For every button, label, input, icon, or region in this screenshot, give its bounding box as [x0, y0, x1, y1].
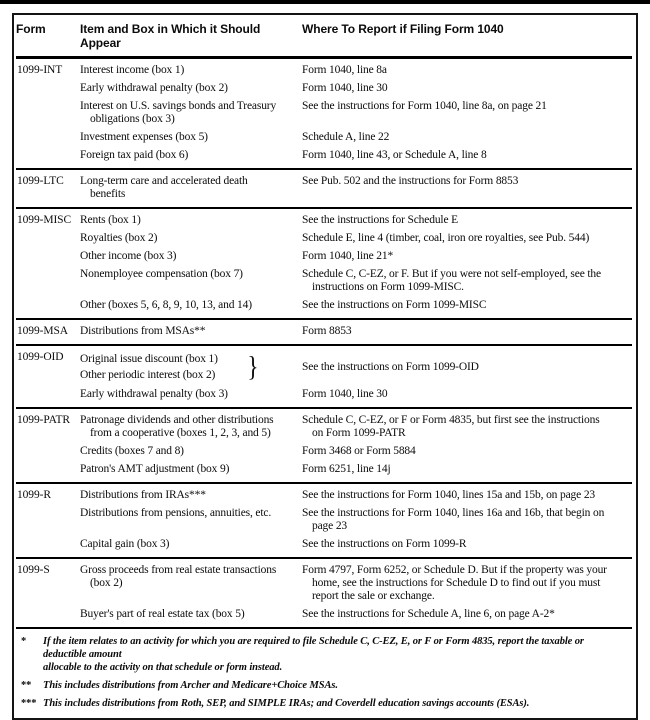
report-line: Schedule A, line 22 [302, 131, 390, 143]
item-line: Patronage dividends and other distributions [80, 414, 274, 426]
table-row [80, 214, 632, 227]
item-line: Interest on U.S. savings bonds and Treasury [80, 100, 277, 112]
item-line: Patron's AMT adjustment (box 9) [80, 463, 230, 475]
item-line: Other periodic interest (box 2) [80, 369, 216, 381]
table-row [80, 414, 632, 440]
report-line: Form 1040, line 21* [302, 250, 394, 262]
section-rows [80, 351, 632, 401]
item-cell [80, 351, 302, 383]
table-body [16, 59, 632, 627]
report-line: See the instructions for Form 1040, lines 15a and 15b, on page 23 [302, 489, 596, 501]
brace-icon: } [247, 351, 259, 383]
form-label: 1099-LTC [17, 175, 64, 187]
item-cell [80, 463, 302, 476]
item-cell [80, 82, 302, 95]
report-cell [302, 175, 632, 201]
form-label: 1099-INT [17, 64, 63, 76]
report-line: Form 4797, Form 6252, or Schedule D. But if the property was your [302, 564, 607, 576]
report-line: Form 8853 [302, 325, 352, 337]
table-row [80, 463, 632, 476]
item-cell [80, 489, 302, 502]
footnote-marker: ** [21, 680, 32, 691]
item-cell [80, 507, 302, 533]
table-row [80, 388, 632, 401]
report-cell [302, 538, 632, 551]
table-section [16, 168, 632, 207]
item-cell [80, 131, 302, 144]
table-section [16, 557, 632, 627]
report-cell [302, 325, 632, 338]
report-cell [302, 507, 632, 533]
report-line: See the instructions on Form 1099-MISC [302, 299, 487, 311]
report-cell [302, 414, 632, 440]
table-row [80, 489, 632, 502]
table-row [80, 232, 632, 245]
item-line: Other income (box 3) [80, 250, 177, 262]
footnote-line: allocable to the activity on that schedule or form instead. [43, 662, 283, 673]
footnotes [16, 627, 632, 718]
table-section [16, 344, 632, 407]
item-cell [80, 175, 302, 201]
table-row [80, 445, 632, 458]
report-cell [302, 463, 632, 476]
table-section [16, 482, 632, 557]
footnote-row [19, 697, 626, 710]
table-section [16, 318, 632, 344]
report-line: Form 1040, line 43, or Schedule A, line 8 [302, 149, 487, 161]
item-cell [80, 250, 302, 263]
report-line: Schedule C, C-EZ, or F or Form 4835, but first see the instructions [302, 414, 600, 426]
item-cell [80, 299, 302, 312]
item-line: from a cooperative (boxes 1, 2, 3, and 5) [90, 427, 271, 439]
footnote-marker: *** [21, 698, 37, 709]
table-row [80, 299, 632, 312]
table-row [80, 250, 632, 263]
item-cell [80, 214, 302, 227]
report-line: report the sale or exchange. [312, 590, 435, 602]
item-line: Distributions from MSAs** [80, 325, 206, 337]
table-row [80, 100, 632, 126]
section-rows [80, 325, 632, 338]
form-label: 1099-OID [17, 351, 64, 363]
item-line: Foreign tax paid (box 6) [80, 149, 189, 161]
report-cell [302, 250, 632, 263]
footnote-row [19, 679, 626, 692]
report-line: Form 6251, line 14j [302, 463, 391, 475]
item-cell [80, 100, 302, 126]
table-row [80, 564, 632, 603]
form-label: 1099-PATR [17, 414, 70, 426]
footnote-line: This includes distributions from Archer and Medicare+Choice MSAs. [43, 680, 338, 691]
table-section [16, 407, 632, 482]
report-cell [302, 299, 632, 312]
footnote-line: This includes distributions from Roth, SEP, and SIMPLE IRAs; and Coverdell education savings accounts (ESAs). [43, 698, 530, 709]
form-label: 1099-R [17, 489, 51, 501]
report-cell [302, 214, 632, 227]
item-cell [80, 608, 302, 621]
report-line: Form 1040, line 30 [302, 388, 388, 400]
col-header-item: Item and Box in Which it Should Appear [80, 22, 261, 50]
footnote-text [43, 679, 626, 692]
footnote-row [19, 635, 626, 674]
item-cell [80, 414, 302, 440]
report-line: See the instructions on Form 1099-OID [302, 360, 479, 373]
report-cell [302, 388, 632, 401]
item-cell [80, 325, 302, 338]
item-line: Distributions from IRAs*** [80, 489, 206, 501]
item-line: Royalties (box 2) [80, 232, 158, 244]
table-header-row [16, 15, 632, 59]
report-line: Schedule C, C-EZ, or F. But if you were not self-employed, see the [302, 268, 601, 280]
table-row [80, 175, 632, 201]
form-label: 1099-S [17, 564, 50, 576]
report-cell [302, 131, 632, 144]
item-line: Long-term care and accelerated death [80, 175, 248, 187]
table-row [80, 351, 632, 383]
report-cell [302, 564, 632, 603]
report-line: See the instructions on Form 1099-R [302, 538, 467, 550]
table-row [80, 82, 632, 95]
report-line: See the instructions for Form 1040, lines 16a and 16b, that begin on [302, 507, 605, 519]
report-cell [302, 268, 632, 294]
item-cell [80, 445, 302, 458]
item-line: obligations (box 3) [90, 113, 175, 125]
section-rows [80, 414, 632, 476]
page-top-rule [0, 0, 650, 4]
item-cell [80, 538, 302, 551]
section-rows [80, 564, 632, 621]
report-cell [302, 232, 632, 245]
table-row [80, 64, 632, 77]
report-line: instructions on Form 1099-MISC. [312, 281, 464, 293]
item-cell [80, 64, 302, 77]
item-line: Credits (boxes 7 and 8) [80, 445, 184, 457]
section-rows [80, 175, 632, 201]
section-rows [80, 214, 632, 312]
report-cell [302, 82, 632, 95]
report-cell [302, 100, 632, 126]
report-line: See the instructions for Schedule E [302, 214, 459, 226]
item-cell [80, 268, 302, 294]
table-row [80, 325, 632, 338]
table-row [80, 268, 632, 294]
item-line: Investment expenses (box 5) [80, 131, 208, 143]
item-line: Other (boxes 5, 6, 8, 9, 10, 13, and 14) [80, 299, 252, 311]
report-line: Form 1040, line 8a [302, 64, 387, 76]
item-line: Gross proceeds from real estate transactions [80, 564, 277, 576]
report-line: home, see the instructions for Schedule D to find out if you must [312, 577, 601, 589]
item-line: Buyer's part of real estate tax (box 5) [80, 608, 245, 620]
report-line: See Pub. 502 and the instructions for Form 8853 [302, 175, 519, 187]
col-header-form: Form [16, 22, 46, 36]
item-line: Interest income (box 1) [80, 64, 185, 76]
footnote-line: If the item relates to an activity for which you are required to file Schedule C, C-EZ, E, or F or Form 4835, report the taxable or deductible amount [43, 636, 584, 660]
report-line: on Form 1099-PATR [312, 427, 406, 439]
report-line: See the instructions for Schedule A, line 6, on page A-2* [302, 608, 555, 620]
report-cell [302, 64, 632, 77]
report-line: Form 1040, line 30 [302, 82, 388, 94]
item-line: (box 2) [90, 577, 123, 589]
report-cell [302, 489, 632, 502]
col-header-report: Where To Report if Filing Form 1040 [302, 22, 504, 36]
item-cell [80, 232, 302, 245]
report-cell [302, 445, 632, 458]
form-label: 1099-MSA [17, 325, 68, 337]
form-1099-reporting-table [12, 13, 638, 720]
report-cell [302, 608, 632, 621]
item-line: Distributions from pensions, annuities, etc. [80, 507, 272, 519]
item-line: Early withdrawal penalty (box 2) [80, 82, 228, 94]
report-line: page 23 [312, 520, 348, 532]
item-line: benefits [90, 188, 126, 200]
table-row [80, 149, 632, 162]
table-row [80, 538, 632, 551]
item-cell [80, 564, 302, 603]
report-line: Form 3468 or Form 5884 [302, 445, 416, 457]
table-row [80, 507, 632, 533]
footnote-marker: * [21, 636, 27, 647]
section-rows [80, 489, 632, 551]
item-line: Original issue discount (box 1) [80, 353, 218, 365]
table-row [80, 131, 632, 144]
table-section [16, 59, 632, 168]
item-cell [80, 149, 302, 162]
item-line: Nonemployee compensation (box 7) [80, 268, 243, 280]
table-section [16, 207, 632, 318]
item-line: Early withdrawal penalty (box 3) [80, 388, 228, 400]
footnote-text [43, 635, 626, 674]
section-rows [80, 64, 632, 162]
table-row [80, 608, 632, 621]
footnote-text [43, 697, 626, 710]
item-cell [80, 388, 302, 401]
form-label: 1099-MISC [17, 214, 72, 226]
report-cell [302, 149, 632, 162]
item-line: Capital gain (box 3) [80, 538, 170, 550]
report-cell [302, 351, 632, 383]
item-line: Rents (box 1) [80, 214, 141, 226]
report-line: Schedule E, line 4 (timber, coal, iron ore royalties, see Pub. 544) [302, 232, 590, 244]
report-line: See the instructions for Form 1040, line 8a, on page 21 [302, 100, 547, 112]
